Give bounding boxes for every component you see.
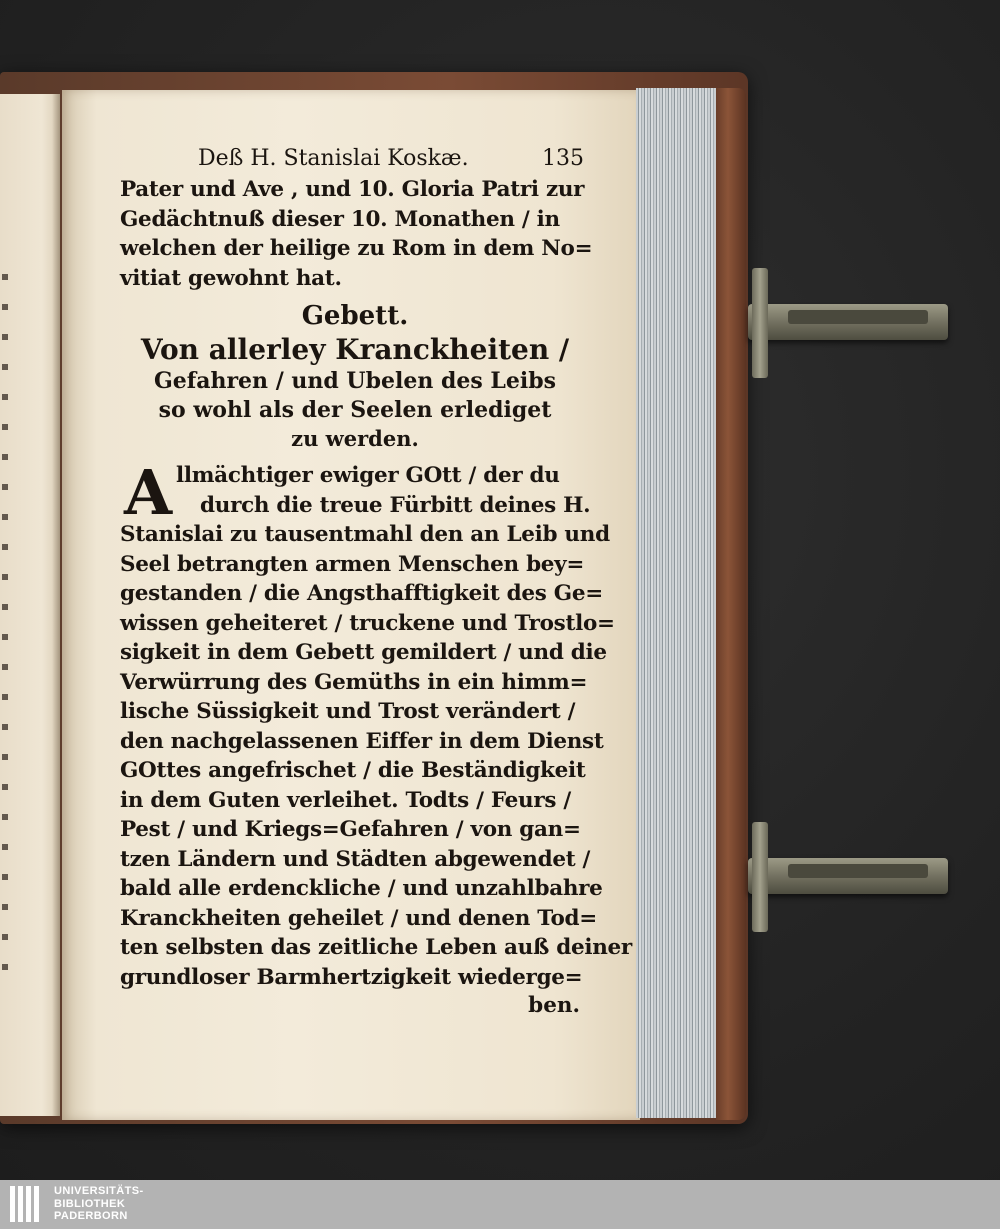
left-page-text-edge [2, 274, 8, 994]
text-line: Stanislai zu tausentmahl den an Leib und [120, 522, 610, 547]
prayer-subtitle-line: zu werden. [291, 426, 419, 451]
catchword: ben. [528, 993, 580, 1018]
text-line: grundloser Barmhertzigkeit wiederge= [120, 964, 583, 990]
upper-clasp [748, 304, 948, 340]
library-logo-icon [10, 1186, 46, 1222]
text-line: welchen der heilige zu Rom in dem No= [120, 236, 593, 261]
prayer-subtitle-line: Gefahren / und Ubelen des Leibs [153, 368, 557, 394]
text-line: Pest / und Kriegs=Gefahren / von gan= [120, 817, 581, 842]
page-text [120, 146, 632, 1020]
page-number: 135 [542, 146, 584, 171]
text-line: Verwürrung des Gemüths in ein himm= [120, 669, 588, 695]
cover-edge [716, 88, 746, 1120]
dropcap-letter: A [124, 456, 173, 529]
prayer-subtitle-line: Von allerley Kranckheiten / [140, 333, 570, 366]
lower-clasp-pin [752, 822, 768, 932]
text-line: in dem Guten verleihet. Todts / Feurs / [120, 787, 571, 813]
text-line: ten selbsten das zeitliche Leben auß deiner [120, 935, 632, 960]
text-line: sigkeit in dem Gebett gemildert / und die [120, 640, 607, 665]
page-block-edges [636, 88, 719, 1118]
library-footer-bar [0, 1180, 1000, 1229]
gutter-shadow [52, 94, 60, 1116]
text-line: Kranckheiten geheilet / und denen Tod= [120, 905, 598, 931]
prayer-subtitle-line: so wohl als der Seelen erlediget [158, 397, 552, 423]
prayer-title: Gebett. [301, 301, 409, 331]
text-line: durch die treue Fürbitt deines H. [200, 492, 591, 518]
running-head-title: Deß H. Stanislai Koskæ. [198, 146, 469, 171]
lower-clasp-slot [788, 864, 928, 878]
text-line: Gedächtnuß dieser 10. Monathen / in [120, 206, 560, 232]
text-line: llmächtiger ewiger GOtt / der du [176, 463, 560, 488]
text-line: wissen geheiteret / truckene und Trostlo= [120, 610, 615, 636]
text-line: Pater und Ave , und 10. Gloria Patri zur [120, 177, 585, 202]
text-line: den nachgelassenen Eiffer in dem Dienst [120, 728, 604, 754]
library-name [54, 1185, 144, 1223]
text-line: tzen Ländern und Städten abgewendet / [120, 846, 591, 872]
lower-clasp [748, 858, 948, 894]
text-line: Seel betrangten armen Menschen bey= [120, 551, 585, 577]
library-name-line: PADERBORN [54, 1210, 128, 1222]
text-line: lische Süssigkeit und Trost verändert / [120, 699, 576, 724]
left-page [0, 94, 60, 1116]
dropcap-block [120, 456, 591, 529]
text-line: gestanden / die Angsthafftigkeit des Ge= [120, 581, 603, 606]
library-name-line: BIBLIOTHEK [54, 1197, 126, 1210]
text-line: GOttes angefrischet / die Beständigkeit [120, 758, 586, 783]
upper-clasp-slot [788, 310, 928, 324]
running-head [120, 146, 590, 171]
text-line: bald alle erdenckliche / und unzahlbahre [120, 876, 603, 901]
text-line: vitiat gewohnt hat. [120, 265, 342, 291]
library-name-line: UNIVERSITÄTS- [54, 1185, 144, 1197]
prayer-body [120, 456, 632, 1020]
upper-clasp-pin [752, 268, 768, 378]
